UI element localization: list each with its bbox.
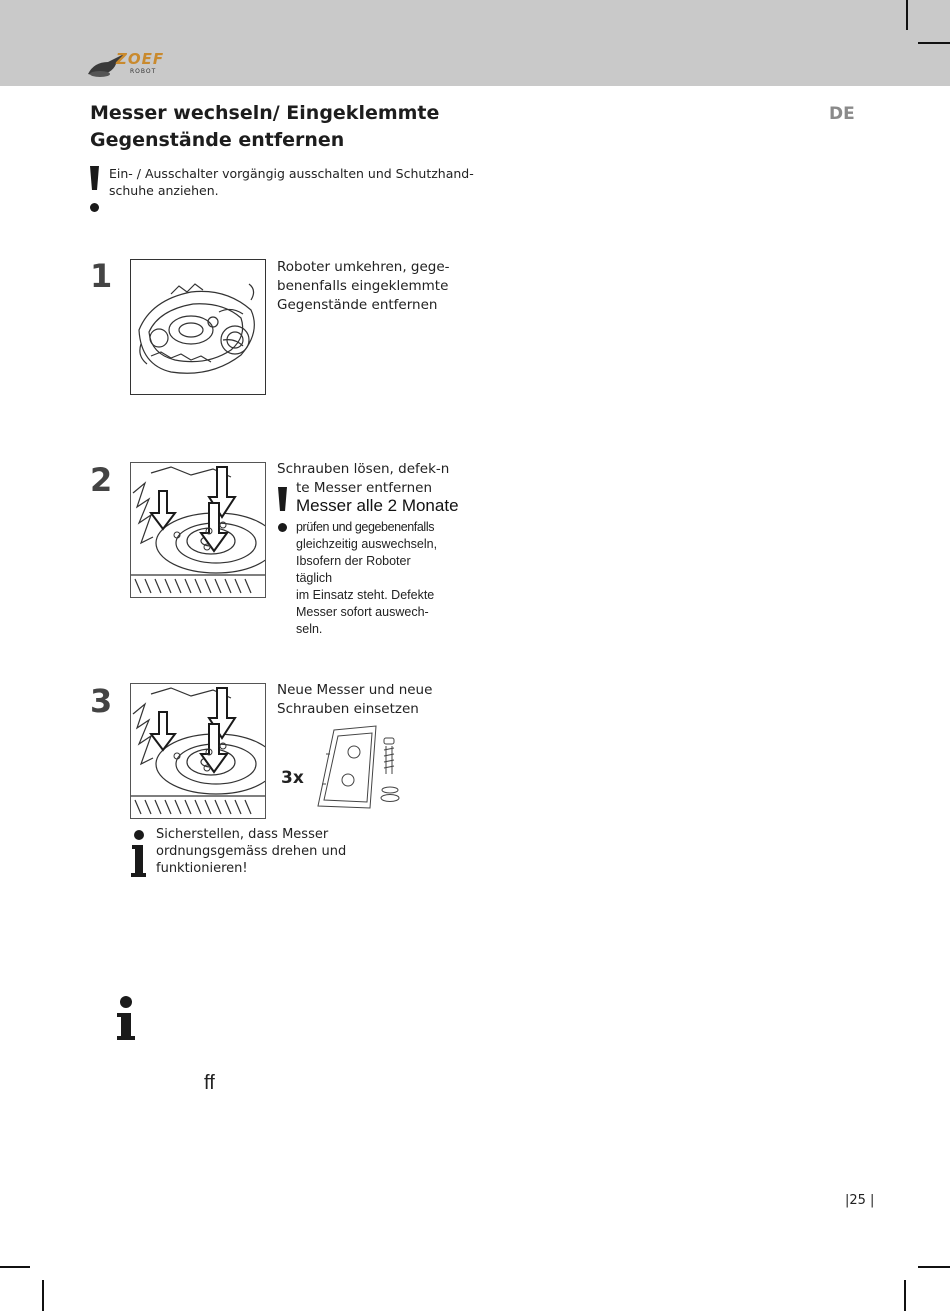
warning-line: Ibsofern der Roboter — [296, 554, 411, 568]
instruction-line: te Messer entfernen — [296, 480, 433, 496]
info-line: funktionieren! — [156, 861, 248, 876]
logo-text: ZOEF — [116, 50, 165, 68]
warning-line: Messer sofort auswech- — [296, 605, 429, 619]
zoef-logo — [86, 50, 186, 82]
blade-screws-illustration — [130, 462, 266, 598]
instruction-line: Schrauben einsetzen — [277, 701, 419, 717]
warning-line: gleichzeitig auswechseln, — [296, 537, 438, 551]
instruction-line: Neue Messer und neue — [277, 682, 433, 698]
stray-text: ff — [204, 1072, 215, 1094]
page-number: |25 | — [845, 1193, 875, 1208]
crop-mark — [918, 1266, 950, 1268]
safety-note-line: Ein- / Ausschalter vorgängig ausschalten und Schutzhand- — [109, 166, 474, 181]
logo-subtext: ROBOT — [130, 68, 157, 75]
title-line-2: Gegenstände entfernen — [90, 129, 345, 151]
step-number: 3 — [90, 682, 113, 720]
warning-line: prüfen und gegebenenfalls — [296, 520, 435, 534]
crop-mark — [0, 1266, 30, 1268]
warning-title: Messer alle 2 Monate — [296, 496, 459, 515]
crop-mark — [918, 42, 950, 44]
blade-insert-illustration — [130, 683, 266, 819]
step-3-info — [156, 826, 346, 877]
step-number: 1 — [90, 257, 113, 295]
info-icon — [116, 996, 136, 1044]
warning-icon — [90, 166, 100, 214]
info-line: ordnungsgemäss drehen und — [156, 844, 347, 859]
warning-line: im Einsatz steht. Defekte — [296, 588, 435, 602]
instruction-line: benenfalls eingeklemmte — [277, 278, 449, 294]
safety-note-line: schuhe anziehen. — [109, 183, 219, 198]
page-title — [90, 100, 510, 154]
instruction-line: Schrauben lösen, defek-n — [277, 461, 450, 477]
crop-mark — [42, 1280, 44, 1311]
instruction-line: Gegenstände entfernen — [277, 297, 438, 313]
warning-line: seln. — [296, 622, 323, 636]
blades-screws-illustration — [312, 724, 408, 810]
language-label: DE — [829, 104, 855, 124]
step-number: 2 — [90, 461, 113, 499]
title-line-1: Messer wechseln/ Eingeklemmte — [90, 102, 440, 124]
step-1-instructions — [277, 258, 450, 315]
step-2-instructions — [277, 460, 449, 498]
crop-mark — [906, 0, 908, 30]
step-3-instructions — [277, 681, 432, 719]
step-2-warning — [296, 519, 437, 638]
info-icon — [130, 830, 146, 878]
quantity-label: 3x — [281, 768, 304, 788]
warning-line: täglich — [296, 571, 333, 585]
crop-mark — [904, 1280, 906, 1311]
safety-note — [109, 165, 474, 199]
instruction-line: Roboter umkehren, gege- — [277, 259, 450, 275]
warning-icon — [278, 487, 288, 533]
info-line: Sicherstellen, dass Messer — [156, 827, 329, 842]
robot-flipped-illustration — [130, 259, 266, 395]
